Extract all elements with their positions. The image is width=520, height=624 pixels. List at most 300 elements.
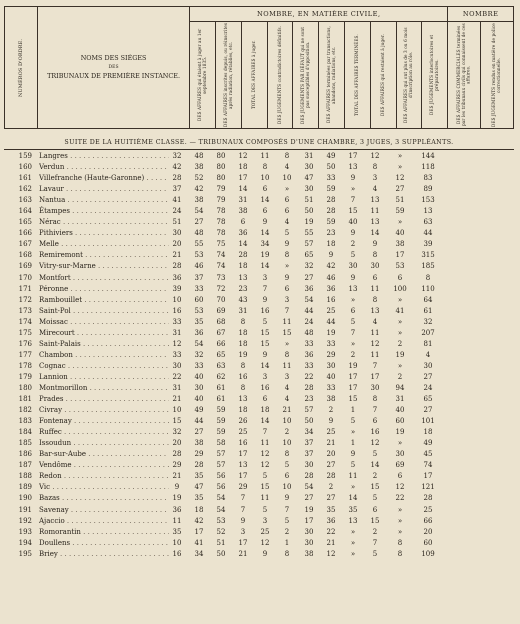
row-value: 36: [194, 328, 204, 337]
table-row: [4, 228, 514, 239]
row-value: 27: [304, 494, 314, 503]
row-value: 30: [304, 527, 314, 536]
table-row: [4, 394, 514, 405]
row-value: 14: [260, 361, 270, 370]
row-value: 38: [194, 196, 204, 205]
row-value: 31: [238, 196, 248, 205]
row-value: 15: [348, 207, 358, 216]
row-value: 4: [284, 395, 290, 404]
row-value: 49: [326, 152, 336, 160]
table-row: [4, 372, 514, 383]
row-value: 54: [216, 494, 226, 503]
row-value: 118: [421, 163, 435, 172]
row-siege-name: Remiremont . . .: [39, 250, 169, 261]
row-siege-name: Ruffec . . .: [39, 427, 169, 438]
row-value: 34: [260, 240, 270, 249]
row-value: 12: [172, 339, 182, 348]
row-value: 19: [395, 350, 405, 359]
table-row: [4, 284, 514, 295]
table-header: [4, 6, 514, 129]
row-value: 30: [370, 383, 380, 392]
row-siege-name: Montmorillon . . .: [39, 383, 169, 394]
row-value: 28: [304, 383, 314, 392]
table-row: [4, 261, 514, 272]
row-siege-name: Nantua . . .: [39, 195, 169, 206]
row-value: 61: [423, 306, 433, 315]
row-value: »: [397, 439, 403, 448]
row-value: 16: [238, 439, 248, 448]
row-siege-name: Saint-Palais . . .: [39, 339, 169, 350]
row-value: 9: [372, 240, 378, 249]
row-value: 8: [284, 251, 290, 260]
row-value: 2: [284, 428, 290, 437]
row-value: 12: [370, 152, 380, 160]
row-value: 31: [395, 395, 405, 404]
row-value: 207: [421, 328, 435, 337]
row-value: 5: [284, 461, 290, 470]
row-value: 53: [194, 306, 204, 315]
row-siege-name: Briey . . .: [39, 549, 169, 560]
row-value: 83: [423, 174, 433, 183]
row-value: 20: [326, 450, 336, 459]
row-value: 10: [282, 483, 292, 492]
row-value: 17: [348, 372, 358, 381]
row-value: 65: [216, 350, 226, 359]
row-value: 9: [262, 549, 268, 558]
row-value: 25: [260, 527, 270, 536]
row-value: 36: [238, 229, 248, 238]
row-value: 37: [172, 185, 182, 194]
row-number: 175: [18, 328, 32, 337]
row-value: 33: [326, 383, 336, 392]
row-value: 50: [326, 163, 336, 172]
row-value: 14: [370, 461, 380, 470]
row-value: 15: [172, 417, 182, 426]
row-value: 78: [216, 229, 226, 238]
row-value: 3: [262, 372, 268, 381]
row-value: 33: [326, 339, 336, 348]
row-value: 49: [423, 439, 433, 448]
row-value: 2: [284, 527, 290, 536]
row-value: 3: [240, 527, 246, 536]
row-value: 33: [172, 317, 182, 326]
row-value: 8: [284, 152, 290, 160]
table-row: [4, 383, 514, 394]
row-value: 121: [421, 483, 435, 492]
row-value: 9: [328, 417, 334, 426]
row-value: 78: [216, 218, 226, 227]
row-value: 10: [282, 417, 292, 426]
row-number: 174: [18, 317, 32, 326]
row-value: 14: [260, 417, 270, 426]
table-row: [4, 527, 514, 538]
row-value: 64: [423, 295, 433, 304]
row-value: 74: [216, 251, 226, 260]
row-value: 57: [216, 450, 226, 459]
row-value: 63: [423, 218, 433, 227]
row-value: 8: [397, 549, 403, 558]
row-value: 5: [350, 317, 356, 326]
row-value: 8: [262, 163, 268, 172]
row-number: 181: [18, 395, 32, 404]
table-row: [4, 206, 514, 217]
row-value: »: [284, 339, 290, 348]
row-number: 168: [18, 251, 32, 260]
row-value: »: [397, 152, 403, 160]
row-value: 33: [172, 350, 182, 359]
table-row: [4, 295, 514, 306]
row-value: 20: [172, 439, 182, 448]
row-value: 8: [372, 251, 378, 260]
row-value: 27: [423, 406, 433, 415]
row-value: 70: [216, 295, 226, 304]
header-col-12: DES JUGEMENTS rendus en matière de police correctionnelle.: [481, 22, 514, 129]
row-value: 4: [284, 383, 290, 392]
table-row: [4, 516, 514, 527]
row-number: 186: [18, 450, 32, 459]
row-value: 8: [284, 549, 290, 558]
row-value: 65: [304, 251, 314, 260]
table-row: [4, 217, 514, 228]
row-siege-name: Moissac . . .: [39, 317, 169, 328]
row-value: 36: [172, 273, 182, 282]
row-value: 37: [304, 450, 314, 459]
row-value: 21: [172, 251, 182, 260]
row-number: 184: [18, 428, 32, 437]
row-value: 3: [262, 516, 268, 525]
row-value: 12: [370, 339, 380, 348]
row-value: 14: [260, 229, 270, 238]
row-value: 42: [172, 163, 182, 172]
row-value: 6: [372, 273, 378, 282]
row-value: 25: [326, 428, 336, 437]
row-value: 37: [304, 439, 314, 448]
row-value: 17: [395, 251, 405, 260]
row-value: 79: [216, 185, 226, 194]
row-value: 9: [262, 350, 268, 359]
row-value: 5: [284, 516, 290, 525]
row-value: 12: [370, 439, 380, 448]
row-value: 10: [172, 295, 182, 304]
row-value: 28: [326, 207, 336, 216]
row-value: 21: [172, 472, 182, 481]
row-value: 31: [172, 383, 182, 392]
row-value: »: [350, 339, 356, 348]
row-value: 2: [350, 350, 356, 359]
row-number: 165: [18, 218, 32, 227]
row-siege-name: Saint-Pol . . .: [39, 306, 169, 317]
table-row: [4, 493, 514, 504]
row-value: 4: [372, 185, 378, 194]
row-number: 161: [18, 174, 32, 183]
row-value: 31: [172, 328, 182, 337]
row-value: 11: [260, 439, 270, 448]
row-value: 40: [348, 218, 358, 227]
header-col-2: DES AFFAIRES inscrites depuis, ou réinscrites après radiation, rétablies, etc.: [216, 22, 242, 129]
row-value: 47: [194, 483, 204, 492]
row-value: 47: [304, 174, 314, 183]
row-value: 58: [216, 439, 226, 448]
row-value: 11: [370, 350, 380, 359]
row-value: 53: [395, 262, 405, 271]
row-value: »: [397, 361, 403, 370]
row-value: 18: [238, 339, 248, 348]
row-value: 38: [238, 207, 248, 216]
table-row: [4, 239, 514, 250]
row-value: 6: [262, 207, 268, 216]
table-row: [4, 184, 514, 195]
row-siege-name: Langres . . .: [39, 151, 169, 162]
row-value: 29: [194, 450, 204, 459]
row-siege-name: Vitry-sur-Marne . . .: [39, 261, 169, 272]
row-value: 22: [326, 527, 336, 536]
row-value: 66: [423, 516, 433, 525]
row-number: 160: [18, 163, 32, 172]
row-value: 56: [216, 483, 226, 492]
row-value: 15: [370, 483, 380, 492]
row-number: 185: [18, 439, 32, 448]
row-value: 5: [372, 450, 378, 459]
row-siege-name: Péronne . . .: [39, 284, 169, 295]
row-value: 28: [304, 472, 314, 481]
row-value: 12: [395, 174, 405, 183]
row-value: 8: [425, 273, 431, 282]
row-value: 23: [304, 395, 314, 404]
header-group-right: NOMBRE: [448, 7, 514, 22]
row-number: 189: [18, 483, 32, 492]
row-value: 23: [238, 284, 248, 293]
row-value: 28: [172, 262, 182, 271]
row-siege-name: Bazas . . .: [39, 493, 169, 504]
row-value: 9: [284, 240, 290, 249]
row-value: 57: [304, 406, 314, 415]
row-number: 159: [18, 152, 32, 160]
row-value: 9: [240, 516, 246, 525]
row-value: 44: [304, 306, 314, 315]
row-value: 57: [216, 461, 226, 470]
row-value: 1: [350, 439, 356, 448]
row-value: 13: [423, 207, 433, 216]
row-number: 194: [18, 538, 32, 547]
row-value: 69: [395, 461, 405, 470]
row-value: 17: [238, 450, 248, 459]
row-value: 52: [194, 174, 204, 183]
row-value: 9: [350, 174, 356, 183]
row-value: 27: [395, 185, 405, 194]
header-col-4: DES JUGEMENTS contradictoires définitifs.: [267, 22, 293, 129]
row-value: 17: [423, 472, 433, 481]
row-value: 17: [348, 383, 358, 392]
row-value: 36: [326, 284, 336, 293]
row-value: »: [397, 505, 403, 514]
row-value: 74: [423, 461, 433, 470]
row-value: 12: [326, 549, 336, 558]
row-value: 38: [395, 240, 405, 249]
row-value: 6: [372, 505, 378, 514]
row-value: 59: [216, 406, 226, 415]
row-value: 30: [194, 383, 204, 392]
row-value: 29: [238, 483, 248, 492]
row-value: 14: [238, 185, 248, 194]
row-value: 13: [370, 306, 380, 315]
row-value: 30: [172, 229, 182, 238]
row-value: 10: [172, 406, 182, 415]
row-value: 38: [194, 439, 204, 448]
row-number: 195: [18, 549, 32, 558]
row-value: 4: [284, 163, 290, 172]
row-value: 12: [260, 450, 270, 459]
table-row: [4, 317, 514, 328]
header-col-5: DES JUGEMENTS PAR DÉFAUT qui ne sont pas susceptibles d'opposition.: [293, 22, 319, 129]
row-value: 46: [326, 273, 336, 282]
row-value: 17: [304, 516, 314, 525]
row-value: 24: [304, 317, 314, 326]
row-value: 20: [172, 240, 182, 249]
row-value: 38: [194, 163, 204, 172]
row-value: 7: [284, 306, 290, 315]
row-value: 18: [238, 262, 248, 271]
row-value: »: [284, 185, 290, 194]
row-value: 22: [172, 372, 182, 381]
row-value: 44: [194, 417, 204, 426]
row-value: 35: [194, 472, 204, 481]
row-value: 22: [304, 372, 314, 381]
row-number: 191: [18, 505, 32, 514]
row-value: 30: [304, 163, 314, 172]
row-number: 177: [18, 350, 32, 359]
row-value: 19: [260, 251, 270, 260]
row-value: 7: [372, 406, 378, 415]
row-value: 6: [284, 284, 290, 293]
header-sieges: NOMS DES SIÉGES DES TRIBUNAUX DE PREMIÈRE INSTANCE.: [37, 7, 189, 129]
row-value: 60: [423, 538, 433, 547]
row-value: 62: [216, 372, 226, 381]
row-value: 12: [260, 538, 270, 547]
row-value: 18: [238, 328, 248, 337]
row-value: 10: [172, 538, 182, 547]
row-number: 163: [18, 196, 32, 205]
row-value: 6: [372, 417, 378, 426]
table-row: [4, 538, 514, 549]
row-value: 33: [326, 174, 336, 183]
row-value: 13: [370, 196, 380, 205]
row-value: 13: [238, 461, 248, 470]
row-value: 7: [284, 505, 290, 514]
row-value: 7: [372, 538, 378, 547]
row-value: 11: [260, 494, 270, 503]
row-value: 36: [304, 350, 314, 359]
row-value: 17: [238, 174, 248, 183]
row-value: 9: [328, 251, 334, 260]
row-number: 176: [18, 339, 32, 348]
header-col-3: TOTAL DES AFFAIRES à juger.: [241, 22, 267, 129]
row-value: 45: [423, 450, 433, 459]
row-value: 11: [260, 152, 270, 160]
row-value: 32: [304, 262, 314, 271]
row-value: 28: [172, 174, 182, 183]
row-number: 166: [18, 229, 32, 238]
row-value: 35: [172, 527, 182, 536]
row-value: 11: [370, 328, 380, 337]
row-value: 43: [238, 295, 248, 304]
row-value: 110: [421, 284, 435, 293]
table-row: [4, 162, 514, 173]
row-value: 36: [326, 516, 336, 525]
row-value: 53: [194, 251, 204, 260]
row-value: 6: [284, 196, 290, 205]
row-value: 22: [395, 494, 405, 503]
table-row: [4, 350, 514, 361]
header-col-11: DES AFFAIRES COMMERCIALES terminées par les tribunaux civils qui connaissent de ces affaires.: [448, 22, 481, 129]
row-value: 7: [372, 361, 378, 370]
row-value: 54: [194, 339, 204, 348]
row-value: 27: [304, 273, 314, 282]
row-value: 33: [304, 339, 314, 348]
row-value: 60: [194, 295, 204, 304]
row-siege-name: Cognac . . .: [39, 361, 169, 372]
row-value: 48: [194, 152, 204, 160]
row-value: 5: [372, 549, 378, 558]
row-value: 54: [304, 483, 314, 492]
row-value: 61: [216, 383, 226, 392]
row-value: 17: [370, 372, 380, 381]
row-value: 4: [425, 350, 431, 359]
row-value: 59: [395, 207, 405, 216]
row-value: 3: [284, 372, 290, 381]
row-value: 8: [284, 450, 290, 459]
row-value: 19: [238, 350, 248, 359]
row-value: 9: [350, 273, 356, 282]
row-value: 16: [260, 383, 270, 392]
row-value: 30: [304, 538, 314, 547]
row-number: 178: [18, 361, 32, 370]
row-value: 2: [350, 240, 356, 249]
row-value: 30: [304, 461, 314, 470]
row-value: 15: [260, 483, 270, 492]
row-value: 27: [194, 218, 204, 227]
row-value: 21: [238, 549, 248, 558]
row-value: 40: [395, 229, 405, 238]
table-row: [4, 405, 514, 416]
row-value: 51: [172, 218, 182, 227]
row-value: 20: [423, 527, 433, 536]
row-value: 9: [174, 483, 180, 492]
row-value: 2: [372, 472, 378, 481]
row-value: 31: [304, 152, 314, 160]
row-value: 35: [326, 505, 336, 514]
row-siege-name: Civray . . .: [39, 405, 169, 416]
table-row: [4, 438, 514, 449]
row-value: 185: [421, 262, 435, 271]
row-value: 12: [260, 461, 270, 470]
row-siege-name: Issoudun . . .: [39, 438, 169, 449]
row-value: 6: [397, 273, 403, 282]
row-value: 69: [216, 306, 226, 315]
row-value: 39: [423, 240, 433, 249]
row-value: 24: [172, 207, 182, 216]
row-value: 41: [194, 538, 204, 547]
row-value: 13: [348, 516, 358, 525]
row-value: 18: [194, 505, 204, 514]
row-value: 59: [326, 218, 336, 227]
row-value: 78: [216, 207, 226, 216]
row-value: 12: [238, 152, 248, 160]
row-value: 35: [194, 494, 204, 503]
row-value: 48: [194, 229, 204, 238]
row-value: 37: [194, 273, 204, 282]
row-value: 63: [216, 361, 226, 370]
row-value: 23: [326, 229, 336, 238]
